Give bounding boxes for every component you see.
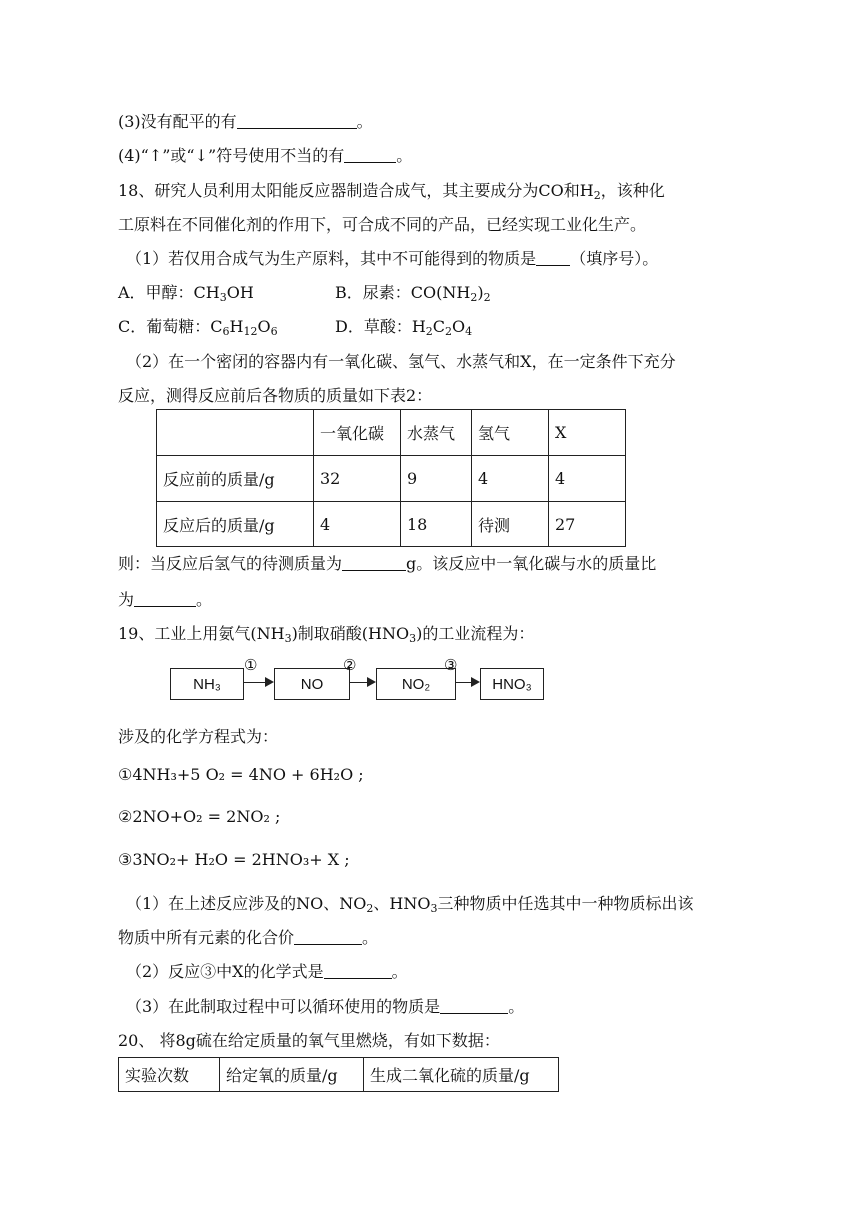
answer-blank[interactable] bbox=[294, 928, 362, 945]
table-row: 一氧化碳 水蒸气 氢气 X bbox=[157, 410, 626, 456]
step-label: ② bbox=[343, 656, 357, 674]
flow-box-hno3: HNO₃ bbox=[480, 668, 544, 700]
q19-eq-intro: 涉及的化学方程式为： bbox=[118, 727, 279, 746]
option-b[interactable]: B．尿素：$CO(NH_2)_2$ bbox=[335, 283, 491, 304]
table-row: 实验次数 给定氧的质量/g 生成二氧化硫的质量/g bbox=[119, 1058, 559, 1092]
q17-3-line: (3)没有配平的有 。 bbox=[118, 112, 373, 131]
table-row: 反应前的质量/g 32 9 4 4 bbox=[157, 456, 626, 502]
flow-arrow bbox=[244, 682, 272, 683]
flow-arrow bbox=[350, 682, 374, 683]
flow-box-no: NO bbox=[274, 668, 350, 700]
option-d[interactable]: D．草酸：$H_2C_2O_4$ bbox=[335, 317, 473, 338]
equation-2: ②2NO+O₂ = 2NO₂ ; bbox=[118, 807, 281, 826]
mass-table bbox=[156, 409, 626, 547]
q19-part3: （3）在此制取过程中可以循环使用的物质是 。 bbox=[126, 997, 525, 1016]
process-flow-diagram bbox=[160, 656, 560, 710]
flow-box-no2: NO₂ bbox=[376, 668, 456, 700]
q18-stem-line-2: 工原料在不同催化剂的作用下，可合成不同的产品，已经实现工业化生产。 bbox=[118, 215, 647, 234]
step-label: ③ bbox=[444, 656, 458, 674]
option-a[interactable]: A．甲醇：$CH_3OH$ bbox=[118, 283, 254, 304]
answer-blank[interactable] bbox=[342, 554, 406, 571]
answer-blank[interactable] bbox=[536, 249, 570, 266]
q18-part1: （1）若仅用合成气为生产原料，其中不可能得到的物质是 （填序号）。 bbox=[126, 249, 659, 268]
equation-1: ①4NH₃+5 O₂ = 4NO + 6H₂O ; bbox=[118, 765, 364, 784]
q18-part2-line-1: （2）在一个密闭的容器内有一氧化碳、氢气、水蒸气和X，在一定条件下充分 bbox=[126, 352, 676, 371]
answer-blank[interactable] bbox=[344, 146, 396, 163]
q18-after-line-2: 为 。 bbox=[118, 590, 213, 609]
answer-blank[interactable] bbox=[324, 962, 392, 979]
flow-arrow bbox=[456, 682, 478, 683]
q18-options-ab bbox=[118, 282, 491, 304]
q19-stem: 19、工业上用氨气$(NH_3)$制取硝酸$(HNO_3)$的工业流程为： bbox=[118, 624, 535, 645]
step-label: ① bbox=[244, 656, 258, 674]
equation-3: ③3NO₂+ H₂O = 2HNO₃+ X ; bbox=[118, 850, 350, 869]
q19-part2: （2）反应③中X的化学式是 。 bbox=[126, 962, 408, 981]
answer-blank[interactable] bbox=[440, 997, 508, 1014]
q18-after-line-1: 则：当反应后氢气的待测质量为 g。该反应中一氧化碳与水的质量比 bbox=[118, 554, 657, 573]
q17-4-line: (4)“↑”或“↓”符号使用不当的有 。 bbox=[118, 146, 413, 165]
experiment-table bbox=[118, 1057, 559, 1092]
q18-stem-line-1: 18、研究人员利用太阳能反应器制造合成气，其主要成分为CO和$H_2$，该种化 bbox=[118, 181, 665, 202]
answer-blank[interactable] bbox=[134, 590, 196, 607]
q19-part1-line-2: 物质中所有元素的化合价 。 bbox=[118, 928, 379, 947]
answer-blank[interactable] bbox=[237, 112, 357, 129]
q19-part1-line-1: （1）在上述反应涉及的NO、$NO_2$、$HNO_3$三种物质中任选其中一种物质标出该 bbox=[126, 894, 694, 915]
q18-part2-line-2: 反应，测得反应前后各物质的质量如下表2： bbox=[118, 386, 433, 405]
q20-stem: 20、 将8g硫在给定质量的氧气里燃烧，有如下数据： bbox=[118, 1031, 500, 1050]
q18-options-cd bbox=[118, 316, 473, 338]
option-c[interactable]: C．葡萄糖：$C_6H_{12}O_6$ bbox=[118, 317, 278, 338]
flow-box-nh3: NH₃ bbox=[170, 668, 244, 700]
table-row: 反应后的质量/g 4 18 待测 27 bbox=[157, 502, 626, 547]
